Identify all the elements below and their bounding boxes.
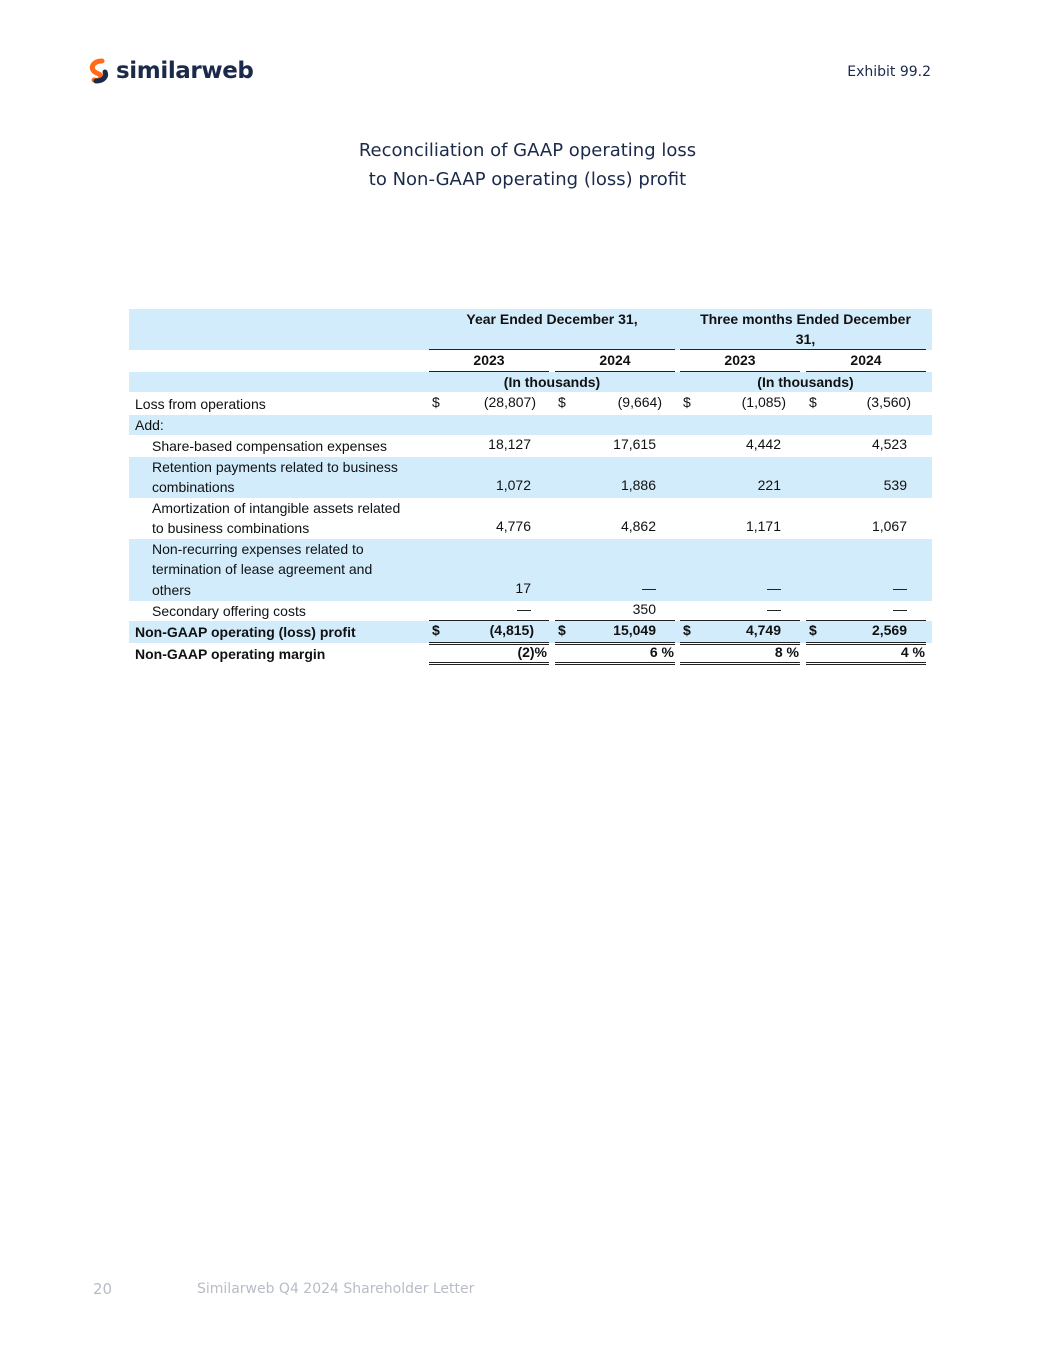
rule [680, 371, 800, 372]
cell-value: 4 % [900, 644, 925, 660]
rule [680, 662, 800, 665]
units-quarter: (In thousands) [757, 374, 854, 390]
row-label-loss-from-operations: Loss from operations [135, 396, 266, 412]
title-line-1: Reconciliation of GAAP operating loss [358, 140, 697, 161]
cell-value: 17 [515, 580, 531, 596]
cell-value: (28,807) [483, 394, 536, 410]
rule [680, 620, 800, 621]
cell-value: (4,815) [489, 622, 534, 638]
cell-value: — [893, 580, 907, 596]
rule [555, 662, 675, 665]
row-label-retention-line2: combinations [152, 479, 235, 495]
cell-value: 17,615 [613, 436, 656, 452]
similarweb-logo-icon [88, 58, 110, 84]
cell-value: — [767, 601, 781, 617]
row-label-nonrecurring-line1: Non-recurring expenses related to [152, 541, 364, 557]
dollar-sign: $ [432, 394, 440, 410]
rule [429, 349, 675, 350]
cell-value: 6 % [649, 644, 674, 660]
row-label-add: Add: [135, 417, 164, 433]
rule [429, 620, 549, 621]
rule [429, 662, 549, 665]
row-label-amortization-line2: to business combinations [152, 520, 310, 536]
cell-value: 4,776 [495, 518, 531, 534]
cell-value: (1,085) [741, 394, 786, 410]
cell-value: (3,560) [866, 394, 911, 410]
cell-value: 2,569 [871, 622, 907, 638]
cell-value: (2)% [517, 644, 547, 660]
row-label-nongaap-profit: Non-GAAP operating (loss) profit [135, 624, 356, 640]
cell-value: 4,862 [620, 518, 656, 534]
year-col-2: 2024 [599, 352, 631, 368]
cell-value: 18,127 [488, 436, 531, 452]
cell-value: 350 [632, 601, 656, 617]
dollar-sign: $ [809, 622, 817, 638]
units-year: (In thousands) [503, 374, 601, 390]
year-col-1: 2023 [473, 352, 505, 368]
dollar-sign: $ [683, 394, 691, 410]
rule [680, 349, 926, 350]
row-label-amortization-line1: Amortization of intangible assets related [152, 500, 401, 516]
dollar-sign: $ [683, 622, 691, 638]
cell-value: 4,442 [745, 436, 781, 452]
dollar-sign: $ [432, 622, 440, 638]
row-label-nongaap-margin: Non-GAAP operating margin [135, 646, 326, 662]
dollar-sign: $ [558, 394, 566, 410]
header-three-months-line2: 31, [795, 331, 816, 347]
row-label-secondary-offering: Secondary offering costs [152, 603, 306, 619]
cell-value: (9,664) [617, 394, 662, 410]
cell-value: 1,072 [495, 477, 531, 493]
cell-value: 1,171 [745, 518, 781, 534]
rule [555, 371, 675, 372]
header-year-ended: Year Ended December 31, [466, 311, 638, 327]
cell-value: — [767, 580, 781, 596]
cell-value: 4,523 [871, 436, 907, 452]
row-label-nonrecurring-line2: termination of lease agreement and [152, 561, 373, 577]
cell-value: 15,049 [613, 622, 656, 638]
cell-value: — [893, 601, 907, 617]
page-title [0, 136, 1055, 194]
cell-value: — [517, 601, 531, 617]
dollar-sign: $ [809, 394, 817, 410]
footer-text: Similarweb Q4 2024 Shareholder Letter [197, 1281, 475, 1297]
year-col-3: 2023 [724, 352, 756, 368]
exhibit-label: Exhibit 99.2 [847, 64, 931, 80]
rule [806, 371, 926, 372]
cell-value: 539 [883, 477, 907, 493]
dollar-sign: $ [558, 622, 566, 638]
rule [555, 620, 675, 621]
logo-text: similarweb [116, 58, 254, 84]
add-band [129, 415, 932, 435]
cell-value: 4,749 [745, 622, 781, 638]
cell-value: 221 [757, 477, 781, 493]
page-number: 20 [93, 1280, 113, 1298]
row-label-retention-line1: Retention payments related to business [152, 459, 398, 475]
cell-value: 8 % [774, 644, 799, 660]
rule [806, 662, 926, 665]
header-three-months-line1: Three months Ended December [700, 311, 911, 327]
company-logo [88, 58, 253, 84]
cell-value: 1,067 [871, 518, 907, 534]
year-col-4: 2024 [850, 352, 882, 368]
rule [806, 620, 926, 621]
rule [429, 371, 549, 372]
cell-value: — [642, 580, 656, 596]
title-line-2: to Non-GAAP operating (loss) profit [368, 169, 687, 190]
row-label-nonrecurring-line3: others [152, 582, 191, 598]
cell-value: 1,886 [620, 477, 656, 493]
row-label-share-based-compensation: Share-based compensation expenses [152, 438, 388, 454]
